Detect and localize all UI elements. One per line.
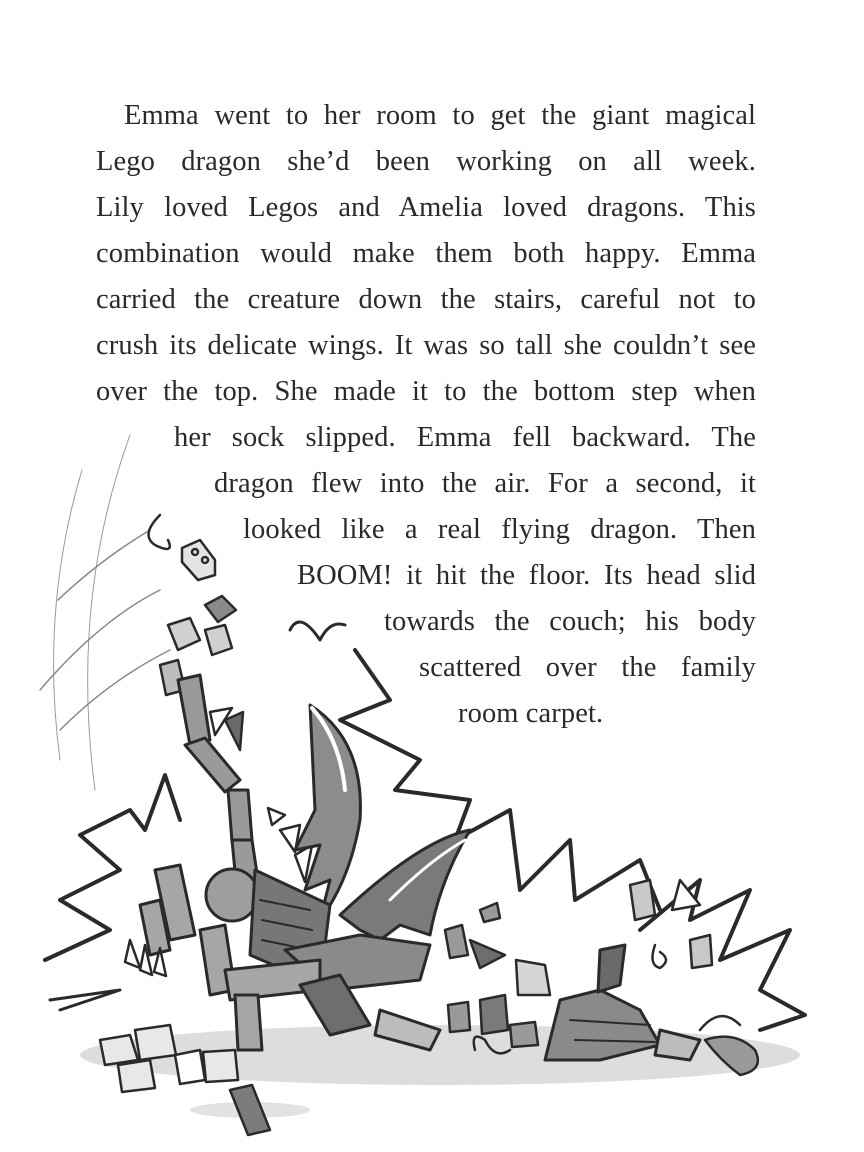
impact-burst [340,650,660,910]
dragon-head [545,945,700,1060]
story-line: BOOM! it hit the floor. Its head slid [297,560,756,591]
lego-brick [182,540,215,580]
motion-line [40,590,160,690]
story-line: room carpet. [458,698,604,729]
dragon-neck [178,675,258,882]
lego-brick [445,903,550,1047]
story-line: crush its delicate wings. It was so tall she couldn’t see [96,330,756,361]
story-line: combination would make them both happy. Emma [96,238,756,269]
lego-brick [630,880,712,968]
lego-brick [168,618,232,655]
story-line: looked like a real flying dragon. Then [243,514,756,545]
story-line: Lego dragon she’d been working on all week. [96,146,756,177]
story-line: carried the creature down the stairs, careful not to [96,284,756,315]
motion-line [58,530,150,600]
story-line: towards the couch; his body [384,606,756,637]
motion-line [60,650,170,730]
dragon-spike [210,708,312,882]
squiggle [290,622,345,640]
story-line: scattered over the family [419,652,756,683]
squiggle [700,1016,740,1030]
motion-line [54,470,82,760]
story-line: Emma went to her room to get the giant magical [124,100,756,131]
impact-burst [50,990,120,1010]
story-line: dragon flew into the air. For a second, it [214,468,756,499]
story-line: her sock slipped. Emma fell backward. The [174,422,756,453]
squiggle [149,515,170,549]
squiggle [652,945,666,968]
story-line: over the top. She made it to the bottom step when [96,376,756,407]
lego-brick [205,596,236,622]
dragon-wing [295,705,360,920]
story-line: Lily loved Legos and Amelia loved dragons. This [96,192,756,223]
